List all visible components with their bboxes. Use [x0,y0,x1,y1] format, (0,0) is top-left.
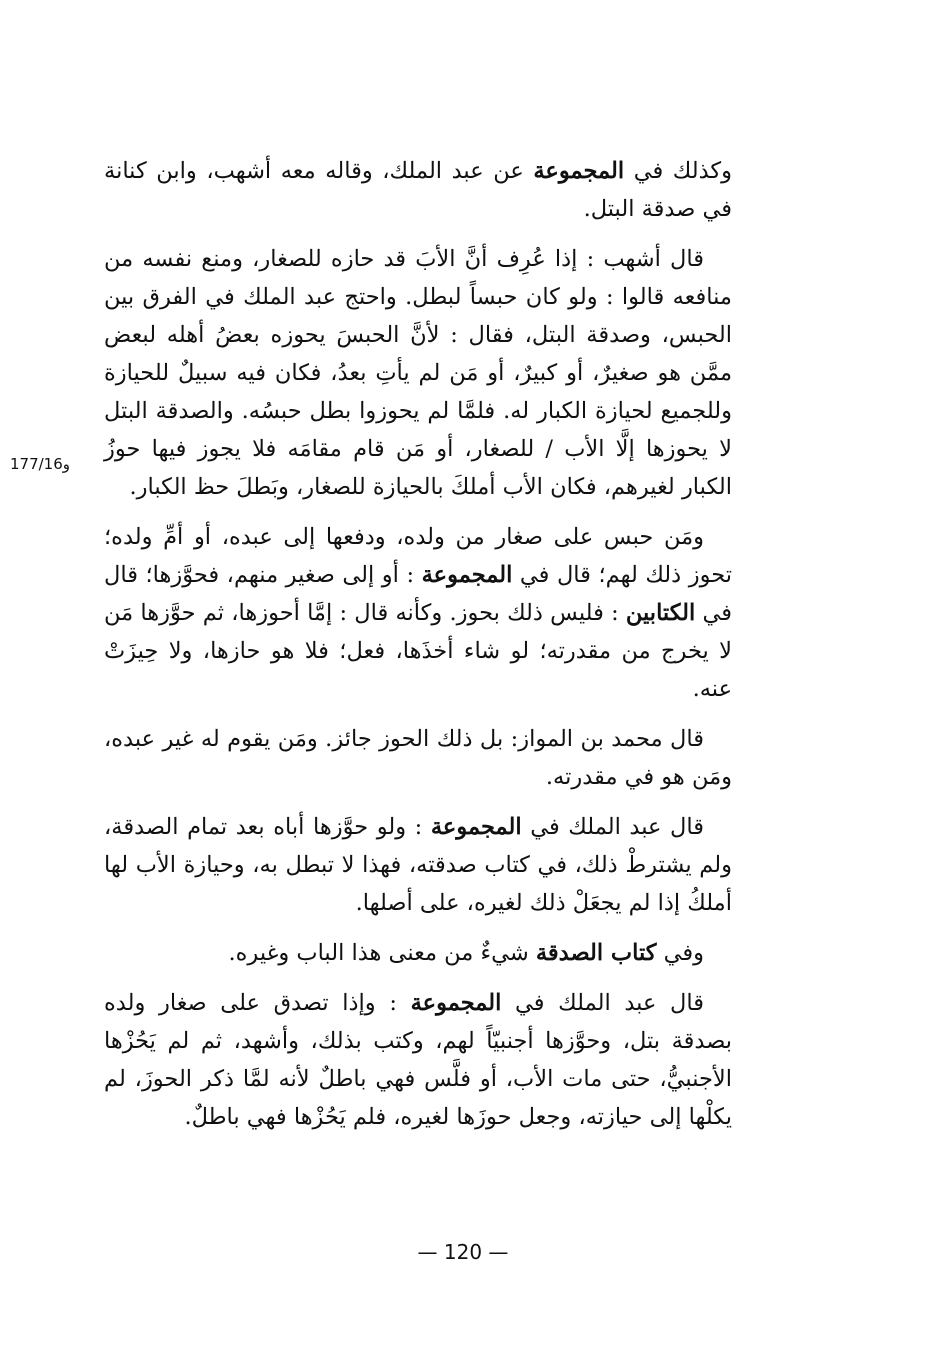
paragraph-text: قال أشهب : إذا عُرِف أنَّ الأبَ قد حازه للصغار، ومنع نفسه من منافعه قالوا : ولو كان حبساً لبطل. واحتج عبد الملك في الفرق بين الحبس، وصدقة البتل، فقال : لأنَّ الحبسَ يحوزه بعضُ أهله لبعض ممَّن هو صغيرٌ، أو كبيرٌ، أو مَن لم يأتِ بعدُ، فكان فيه سبيلٌ للحيازة وللجميع لحيازة الكبار له. فلمَّا لم يحوزوا بطل حبسُه. والصدقة البتل لا يحوزها إلَّا الأب / للصغار، أو مَن قام مقامَه فلا يجوز فيها حوزُ الكبار لغيرهم، فكان الأب أملكَ بالحيازة للصغار، وبَطلَ حظ الكبار. [104,246,732,500]
paragraph-text: : أو إلى صغير منهم، فحوَّزها؛ قال في [104,562,732,626]
paragraph-text: وفي [656,940,704,966]
bold-title-term: المجموعة [421,562,513,588]
paragraph [104,808,732,922]
paragraph [104,984,732,1136]
paragraph-text: قال عبد الملك في [501,990,704,1016]
bold-title-term: الكتابين [625,600,696,626]
bold-title-term: المجموعة [430,814,522,840]
paragraph-text: قال عبد الملك في [521,814,704,840]
bold-title-term: كتاب الصدقة [535,940,657,966]
paragraph [104,240,732,506]
paragraph-text: : فليس ذلك بحوز. وكأنه قال : إمَّا أحوزها، ثم حوَّزها مَن لا يخرج من مقدرته؛ لو شاء أخذَها، فعل؛ فلا هو حازها، ولا حِيزَتْ عنه. [104,600,732,702]
paragraph-text: عن عبد الملك، وقاله معه أشهب، وابن كنانة في صدقة البتل. [104,158,732,222]
paragraph-text: وكذلك في [624,158,732,184]
paragraph [104,934,732,972]
folio-marginal-note: 177/16و [10,455,71,473]
paragraph [104,152,732,228]
paragraph-text: قال محمد بن المواز: بل ذلك الحوز جائز. ومَن يقوم له غير عبده، ومَن هو في مقدرته. [104,726,732,790]
bold-title-term: المجموعة [533,158,625,184]
paragraph [104,518,732,708]
paragraph-text: ومَن حبس على صغار من ولده، ودفعها إلى عبده، أو أمِّ ولده؛ تحوز ذلك لهم؛ قال في [104,524,732,588]
paragraph-text: شيءٌ من معنى هذا الباب وغيره. [228,940,536,966]
paragraph [104,720,732,796]
paragraph-text: : وإذا تصدق على صغار ولده بصدقة بتل، وحوَّزها أجنبيّاً لهم، وكتب بذلك، وأشهد، ثم لم يَحُزْها الأجنبيُّ، حتى مات الأب، أو فلَّس فهي باطلٌ لأنه لمَّا ذكر الحوزَ، لم يكلْها إلى حيازته، وجعل حوزَها لغيره، فلم يَحُزْها فهي باطلٌ. [104,990,732,1130]
bold-title-term: المجموعة [410,990,502,1016]
page-number: — 120 — [417,1240,509,1264]
paragraph-text: : ولو حوَّزها أباه بعد تمام الصدقة، ولم يشترطْ ذلك، في كتاب صدقته، فهذا لا تبطل به، وحيازة الأب لها أملكُ إذا لم يجعَلْ ذلك لغيره، على أصلها. [104,814,732,916]
page-body [104,152,732,1136]
